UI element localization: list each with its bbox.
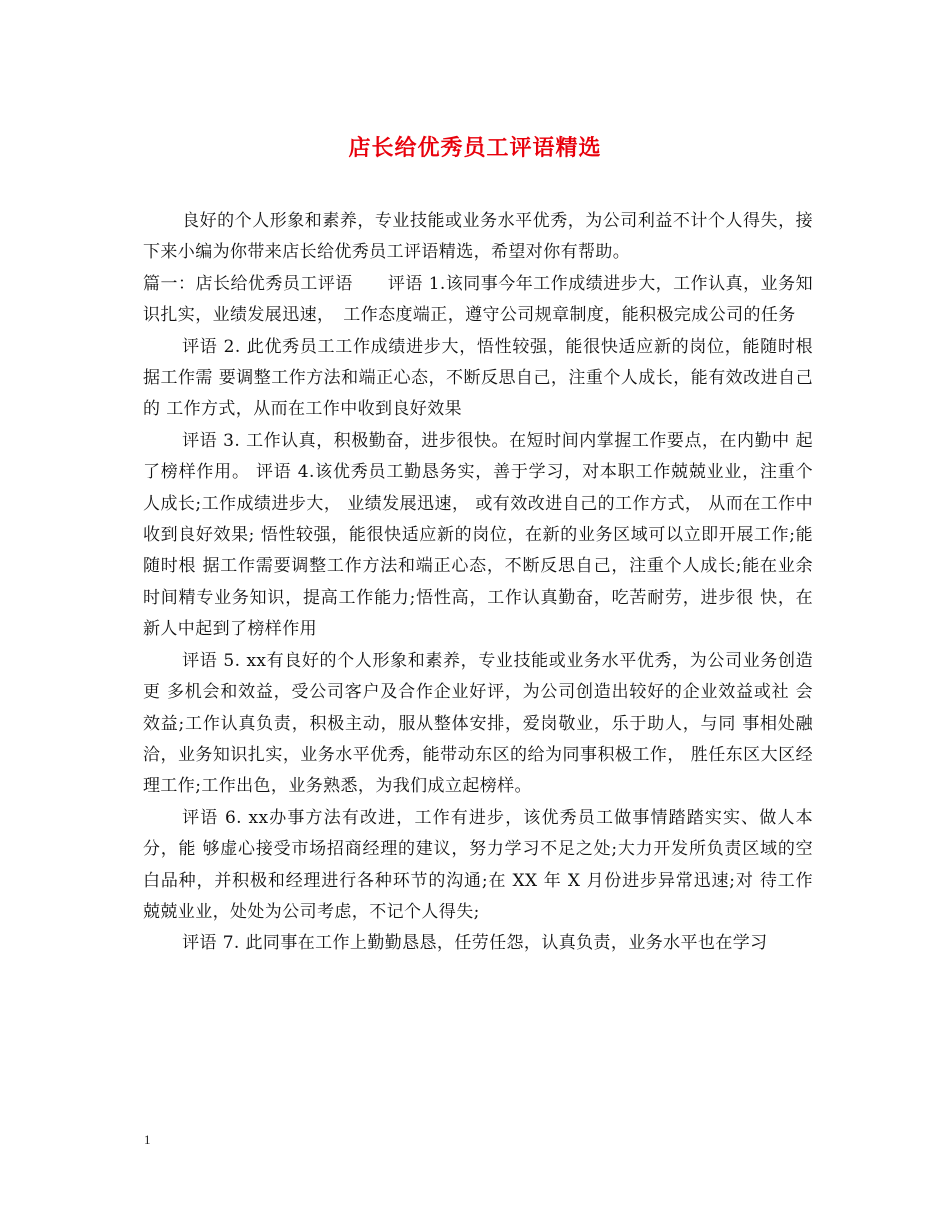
paragraph-comment-6: 评语 6. xx办事方法有改进，工作有进步，该优秀员工做事情踏踏实实、做人本分，能 够虚心接受市场招商经理的建议，努力学习不足之处;大力开发所负责区域的空 白品种，并积极和经理进行各种环节的沟通;在 XX 年 X 月份进步异常迅速;对 待工作兢兢业业，处处为公司考虑，不记个人得失; (143, 807, 813, 922)
paragraph-comment-3-4: 评语 3. 工作认真，积极勤奋，进步很快。在短时间内掌握工作要点，在内勤中 起了榜样作用。 评语 4.该优秀员工勤恳务实，善于学习，对本职工作兢兢业业，注重个人成长;工作成绩进步大， 业绩发展迅速， 或有效改进自己的工作方式， 从而在工作中收到良好效果; 悟性较强，能很快适应新的岗位，在新的业务区域可以立即开展工作;能随时根 据工作需要调整工作方法和端正心态，不断反思自己，注重个人成长;能在业余 时间精专业务知识，提高工作能力;悟性高，工作认真勤奋，吃苦耐劳，进步很 快，在新人中起到了榜样作用 (143, 430, 813, 640)
page-number: 1 (144, 1132, 151, 1147)
paragraph-part-one: 篇一：店长给优秀员工评语 评语 1.该同事今年工作成绩进步大，工作认真，业务知识扎实，业绩发展迅速， 工作态度端正，遵守公司规章制度，能积极完成公司的任务 (143, 273, 813, 326)
document-title: 店长给优秀员工评语精选 (348, 136, 602, 161)
paragraph-comment-2: 评语 2. 此优秀员工工作成绩进步大，悟性较强，能很快适应新的岗位，能随时根据工作需 要调整工作方法和端正心态，不断反思自己，注重个人成长，能有效改进自己的 工作方式，从而在工作中收到良好效果 (143, 336, 813, 420)
paragraph-comment-7: 评语 7. 此同事在工作上勤勤恳恳，任劳任怨，认真负责，业务水平也在学习 (182, 933, 768, 954)
paragraph-comment-5: 评语 5. xx有良好的个人形象和素养，专业技能或业务水平优秀，为公司业务创造更 多机会和效益，受公司客户及合作企业好评，为公司创造出较好的企业效益或社 会效益;工作认真负责，积极主动，服从整体安排，爱岗敬业，乐于助人，与同 事相处融洽，业务知识扎实，业务水平优秀，能带动东区的给为同事积极工作， 胜任东区大区经理工作;工作出色，业务熟悉，为我们成立起榜样。 (143, 650, 813, 797)
document-body (143, 206, 813, 960)
paragraph-intro: 良好的个人形象和素养，专业技能或业务水平优秀，为公司利益不计个人得失，接下来小编为你带来店长给优秀员工评语精选，希望对你有帮助。 (143, 211, 813, 263)
